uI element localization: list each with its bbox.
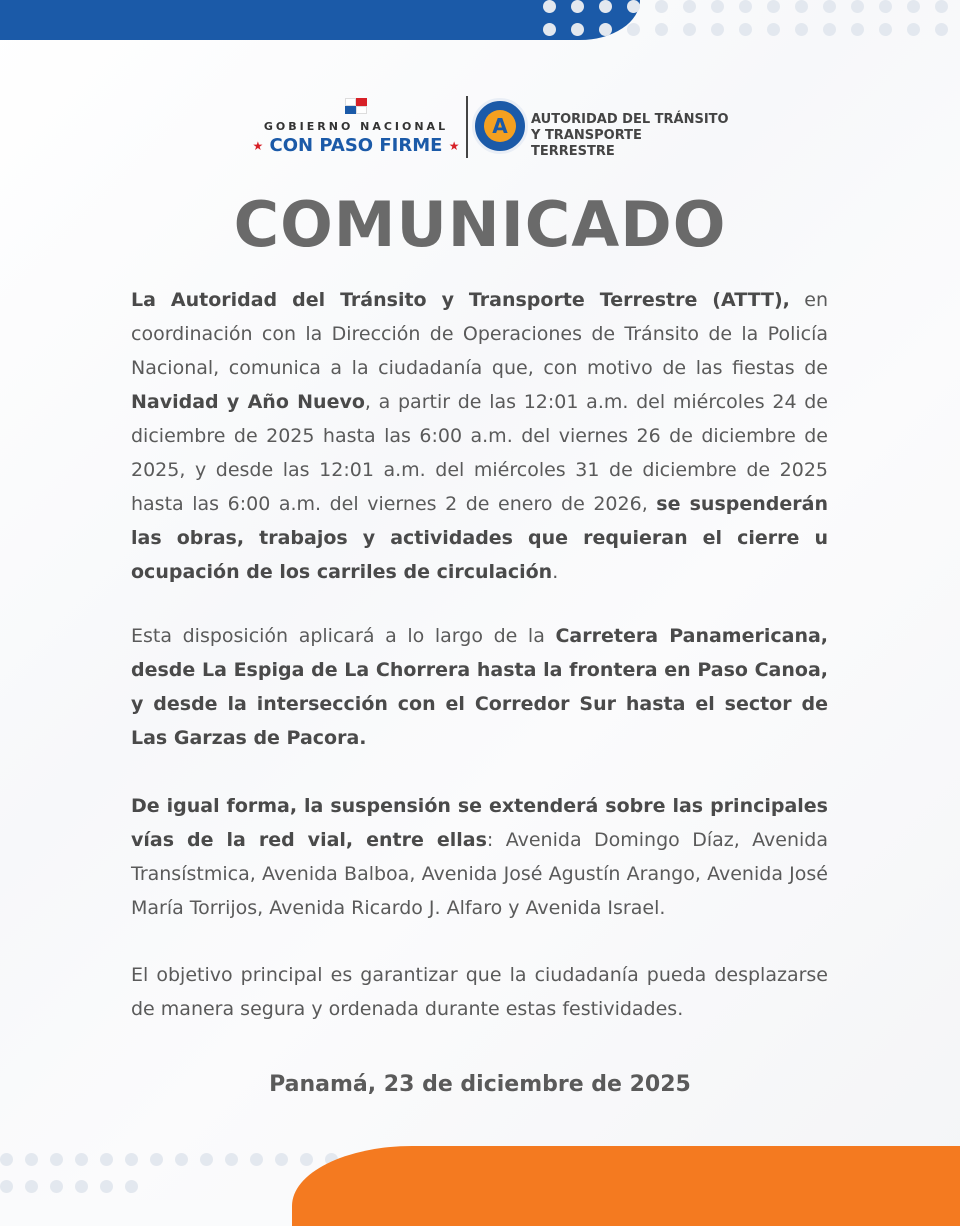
- decorative-dot: [543, 0, 556, 13]
- decorative-dot: [150, 1153, 163, 1166]
- panama-flag-icon: [345, 98, 367, 114]
- government-label: GOBIERNO NACIONAL: [263, 120, 449, 133]
- attt-seal-icon: [472, 98, 528, 154]
- government-slogan: [250, 135, 462, 156]
- decorative-dot: [25, 1180, 38, 1193]
- decorative-dot: [767, 0, 780, 13]
- decorative-dot: [627, 0, 640, 13]
- decorative-dot: [907, 23, 920, 36]
- decorative-dot: [50, 1153, 63, 1166]
- decorative-dot: [300, 1153, 313, 1166]
- decorative-dot: [100, 1180, 113, 1193]
- p3-bold-1: De igual forma, la suspensión se extenderá sobre las principales vías de la red vial, entre ellas: [131, 795, 828, 851]
- p1-text-3: .: [552, 561, 559, 583]
- decorative-dot: [879, 0, 892, 13]
- decorative-dot: [767, 23, 780, 36]
- decorative-dot: [683, 23, 696, 36]
- decorative-dot: [655, 0, 668, 13]
- decorative-dot: [851, 0, 864, 13]
- decorative-dot: [0, 1153, 13, 1166]
- seal-letter: A: [484, 110, 516, 142]
- decorative-dot: [739, 0, 752, 13]
- slogan-text: CON PASO FIRME: [269, 135, 443, 156]
- decorative-dot: [100, 1153, 113, 1166]
- decorative-dot: [0, 1180, 13, 1193]
- date-line: Panamá, 23 de diciembre de 2025: [269, 1072, 691, 1097]
- p1-bold-3: se suspenderán las obras, trabajos y actividades que requieran el cierre u ocupación de los carriles de circulación: [131, 493, 828, 583]
- decorative-dot: [75, 1180, 88, 1193]
- decorative-dot: [711, 0, 724, 13]
- p2-bold-1: Carretera Panamericana, desde La Espiga de La Chorrera hasta la frontera en Paso Canoa, y desde la intersección con el Corredor Sur hasta el sector de Las Garzas de Pacora.: [131, 625, 829, 749]
- decorative-dot: [851, 23, 864, 36]
- paragraph-4: [131, 958, 828, 1026]
- decorative-dot: [125, 1180, 138, 1193]
- decorative-dot: [599, 23, 612, 36]
- p4-text-1: El objetivo principal es garantizar que la ciudadanía pueda desplazarse de manera segura y ordenada durante estas festividades.: [131, 964, 828, 1020]
- authority-line2: Y TRANSPORTE TERRESTRE: [531, 128, 642, 159]
- decorative-dot: [599, 0, 612, 13]
- p3-text-1: : Avenida Domingo Díaz, Avenida Transístmica, Avenida Balboa, Avenida José Agustín Arango, Avenida José María Torrijos, Avenida Ricardo J. Alfaro y Avenida Israel.: [131, 829, 829, 919]
- paragraph-1: [131, 283, 828, 589]
- p1-text-1: en coordinación con la Dirección de Operaciones de Tránsito de la Policía Nacional, comunica a la ciudadanía que, con motivo de las fiestas de: [131, 289, 828, 379]
- decorative-dot: [823, 23, 836, 36]
- top-dot-pattern: [543, 0, 960, 46]
- decorative-dot: [907, 0, 920, 13]
- header-logos: [250, 96, 730, 160]
- decorative-dot: [739, 23, 752, 36]
- decorative-dot: [795, 23, 808, 36]
- decorative-dot: [571, 23, 584, 36]
- decorative-dot: [225, 1153, 238, 1166]
- decorative-dot: [200, 1153, 213, 1166]
- decorative-dot: [25, 1153, 38, 1166]
- decorative-dot: [175, 1153, 188, 1166]
- decorative-dot: [125, 1153, 138, 1166]
- decorative-dot: [250, 1153, 263, 1166]
- decorative-dot: [683, 0, 696, 13]
- paragraph-3: [131, 789, 828, 925]
- government-logo: [250, 96, 462, 156]
- decorative-dot: [879, 23, 892, 36]
- logo-divider: [466, 96, 468, 158]
- decorative-dot: [795, 0, 808, 13]
- authority-name: [531, 112, 730, 160]
- decorative-dot: [275, 1153, 288, 1166]
- decorative-dot: [935, 23, 948, 36]
- decorative-dot: [571, 0, 584, 13]
- page-title: COMUNICADO: [233, 188, 727, 261]
- decorative-dot: [823, 0, 836, 13]
- decorative-dot: [627, 23, 640, 36]
- p1-text-2: , a partir de las 12:01 a.m. del miércoles 24 de diciembre de 2025 hasta las 6:00 a.m. del viernes 26 de diciembre de 2025, y desde las 12:01 a.m. del miércoles 31 de diciembre de 2025 hasta las 6:00 a.m. del viernes 2 de enero de 2026,: [131, 391, 828, 515]
- p1-bold-2: Navidad y Año Nuevo: [131, 391, 365, 413]
- bottom-orange-band: [292, 1146, 960, 1226]
- decorative-dot: [543, 23, 556, 36]
- decorative-dot: [711, 23, 724, 36]
- p1-bold-1: La Autoridad del Tránsito y Transporte Terrestre (ATTT),: [131, 289, 790, 311]
- p2-text-1: Esta disposición aplicará a lo largo de la: [131, 625, 556, 647]
- star-icon: ★: [252, 139, 264, 153]
- star-icon: ★: [448, 139, 460, 153]
- decorative-dot: [655, 23, 668, 36]
- paragraph-2: [131, 619, 828, 755]
- authority-line1: AUTORIDAD DEL TRÁNSITO: [531, 112, 729, 127]
- decorative-dot: [935, 0, 948, 13]
- decorative-dot: [50, 1180, 63, 1193]
- decorative-dot: [75, 1153, 88, 1166]
